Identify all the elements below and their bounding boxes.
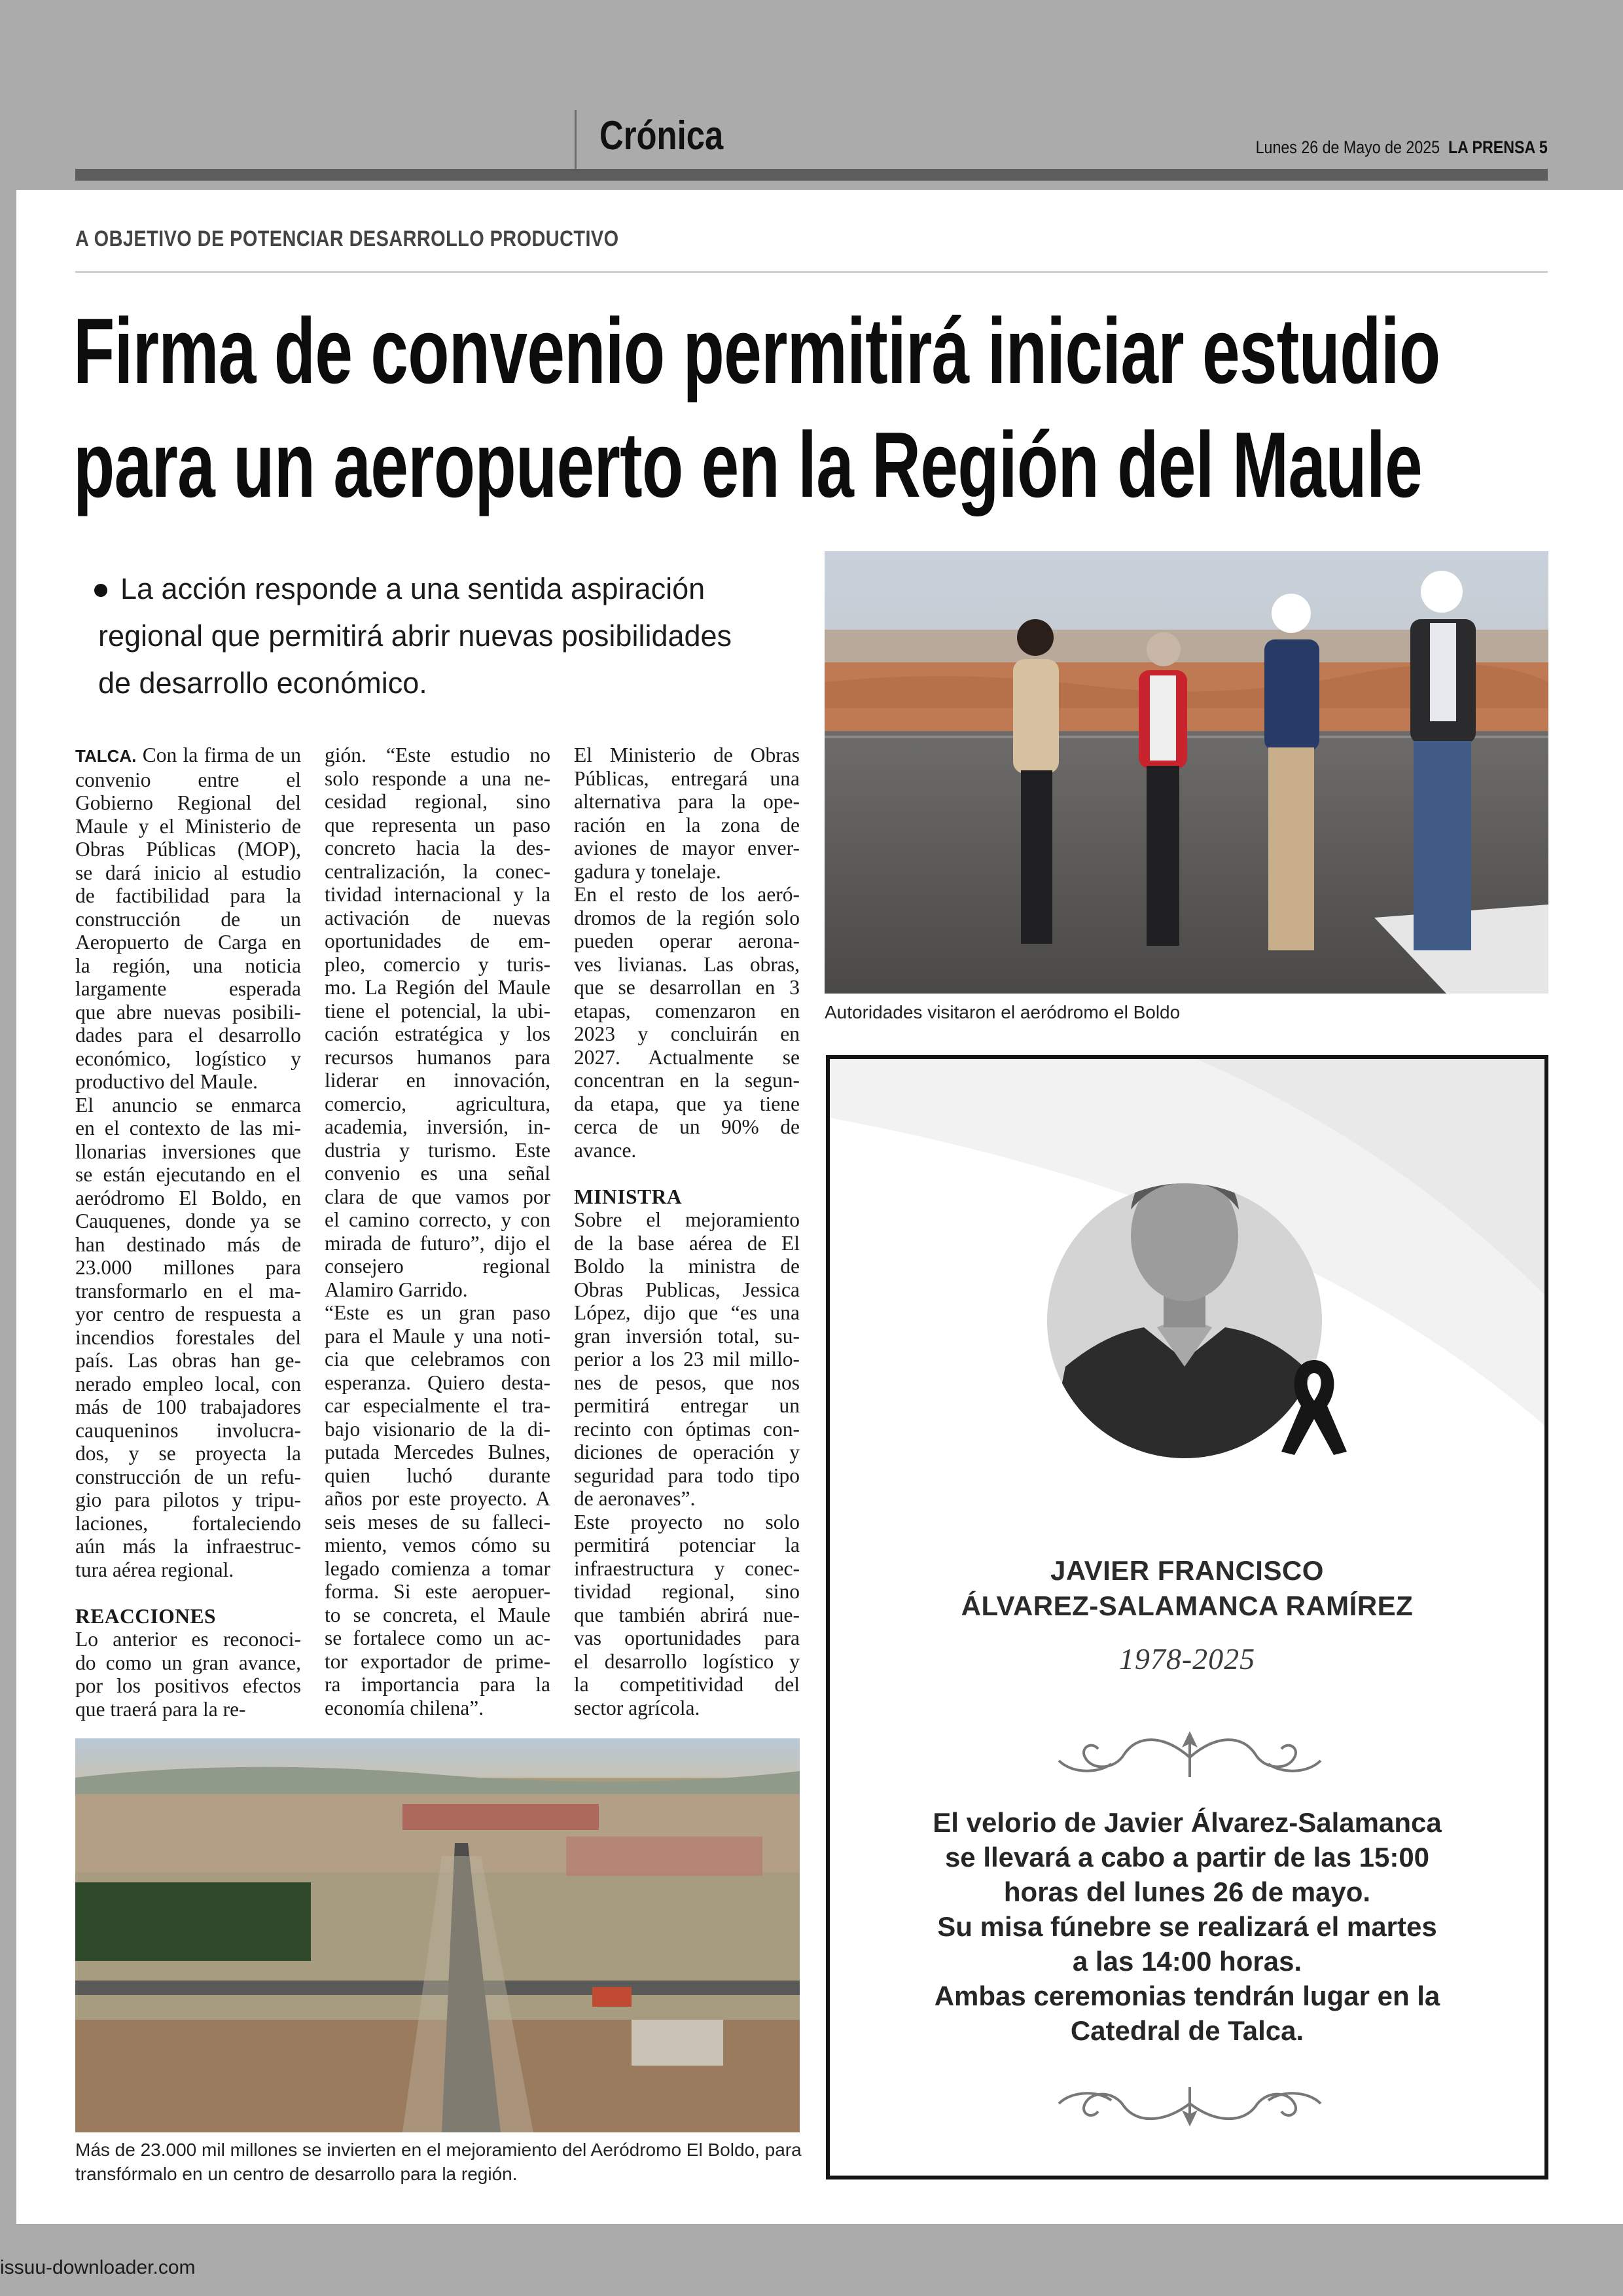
body-line: dos, y se proyecta la: [75, 1442, 301, 1465]
body-line: aeródromo El Boldo, en: [75, 1186, 301, 1210]
body-line: vas oportunidades para: [574, 1626, 800, 1649]
body-line: concreto hacia la des-: [325, 836, 550, 859]
body-line: seguridad para todo tipo: [574, 1463, 800, 1487]
body-line: más de 100 trabajadores: [75, 1395, 301, 1418]
body-line: recursos humanos para: [325, 1045, 550, 1069]
body-line: REACCIONES: [75, 1604, 217, 1628]
photo-caption: Más de 23.000 mil millones se invierten en el mejoramiento del Aeródromo El Boldo, para transfórmalo en un centro de desarrollo para la región.: [75, 2140, 802, 2184]
body-line: cauqueninos involucra-: [75, 1418, 301, 1442]
folio: [1256, 137, 1548, 158]
body-line: Maule y el Ministerio de: [75, 814, 301, 838]
deceased-name: JAVIER FRANCISCO: [1050, 1555, 1324, 1586]
body-line: nerado empleo local, con: [75, 1372, 301, 1395]
body-line: El Ministerio de Obras: [574, 744, 800, 766]
body-line: oportunidades de em-: [325, 929, 550, 952]
body-line: por los positivos efectos: [75, 1674, 301, 1697]
body-line: para el Maule y una noti-: [325, 1324, 550, 1348]
deck-line: regional que permitirá abrir nuevas posibilidades: [98, 619, 732, 653]
notice-line: Ambas ceremonias tendrán lugar en la: [934, 1981, 1440, 2011]
publication-page: LA PRENSA 5: [1448, 137, 1548, 157]
body-line: sector agrícola.: [574, 1696, 700, 1719]
body-line: do como un gran avance,: [75, 1651, 301, 1674]
article-column-1: [75, 744, 301, 1721]
body-line: legado comienza a tomar: [325, 1556, 550, 1580]
body-line-text: Con la firma de un: [142, 744, 301, 766]
body-line: consejero regional: [325, 1255, 550, 1278]
body-line: [75, 744, 301, 768]
body-line: Este proyecto no solo: [574, 1510, 800, 1534]
issue-date: Lunes 26 de Mayo de 2025: [1255, 137, 1440, 157]
notice-line: se llevará a cabo a partir de las 15:00: [944, 1842, 1430, 1873]
body-line: comercio, agricultura,: [325, 1092, 550, 1115]
body-line: dustria y turismo. Este: [325, 1138, 550, 1162]
body-line: país. Las obras han ge-: [75, 1349, 301, 1372]
article-column-2: [325, 744, 550, 1719]
body-line: mo. La Región del Maule: [325, 976, 550, 999]
body-line: avance.: [574, 1138, 637, 1162]
body-line: que también abrirá nue-: [574, 1603, 800, 1626]
body-line: la competitividad del: [574, 1673, 800, 1696]
headline-line: para un aeropuerto en la Región del Maule: [73, 413, 1422, 517]
body-line: seis meses de su falleci-: [325, 1510, 550, 1534]
body-line: de factibilidad para la: [75, 884, 301, 907]
body-line: productivo del Maule.: [75, 1070, 259, 1093]
body-line: perior a los 23 mil millo-: [574, 1348, 800, 1371]
body-line: cia que celebramos con: [325, 1348, 550, 1371]
body-line: en el contexto de las mi-: [75, 1117, 301, 1139]
life-years: 1978-2025: [1118, 1642, 1256, 1676]
body-line: que traerá para la re-: [75, 1697, 246, 1721]
body-line: El anuncio se enmarca: [75, 1093, 301, 1117]
body-line: Alamiro Garrido.: [325, 1278, 468, 1301]
body-line: que representa un paso: [325, 813, 550, 836]
body-line: tor exportador de prime-: [325, 1649, 550, 1673]
body-line: el desarrollo logístico y: [574, 1649, 800, 1673]
deck-line: La acción responde a una sentida aspiración: [120, 572, 705, 605]
body-line: se dará inicio al estudio: [75, 861, 301, 884]
body-line: se están ejecutando en el: [75, 1163, 301, 1186]
body-line: que abre nuevas posibili-: [75, 1000, 301, 1024]
body-line: Cauquenes, donde ya se: [75, 1210, 301, 1232]
photo-aerial-aerodrome: [75, 1738, 800, 2132]
dateline: TALCA.: [75, 746, 137, 766]
body-line: 23.000 millones para: [75, 1256, 301, 1279]
body-line: gión. “Este estudio no: [325, 744, 550, 766]
body-line: miento, vemos cómo su: [325, 1534, 550, 1556]
kicker: A OBJETIVO DE POTENCIAR DESARROLLO PRODUCTIVO: [75, 226, 619, 251]
body-line: alternativa para la ope-: [574, 790, 800, 813]
body-line: Públicas, entregará una: [574, 766, 800, 790]
section-name: Crónica: [599, 113, 724, 158]
body-line: Aeropuerto de Carga en: [75, 931, 301, 954]
photo-caption: Autoridades visitaron el aeródromo el Boldo: [825, 1002, 1181, 1022]
body-line: se fortalece como un ac-: [325, 1626, 550, 1649]
body-line: Boldo la ministra de: [574, 1255, 800, 1278]
body-line: cerca de un 90% de: [574, 1115, 800, 1138]
body-line: putada Mercedes Bulnes,: [325, 1441, 550, 1463]
body-line: cesidad regional, sino: [325, 790, 550, 813]
body-line: esperanza. Quiero desta-: [325, 1371, 550, 1394]
bullet-icon: [94, 584, 107, 597]
obituary-box: [826, 1055, 1548, 2179]
body-line: solo responde a una ne-: [325, 766, 550, 790]
body-line: activación de nuevas: [325, 906, 550, 929]
flourish-ornament-icon: [1046, 1728, 1334, 1787]
body-line: dades para el desarrollo: [75, 1024, 301, 1047]
body-line: López, dijo que “es una: [574, 1301, 800, 1324]
body-line: ves livianas. Las obras,: [574, 952, 800, 976]
body-line: mirada de futuro”, dijo el: [325, 1231, 550, 1255]
deck-line: de desarrollo económico.: [98, 666, 427, 700]
body-line: laciones, fortaleciendo: [75, 1511, 301, 1535]
body-line: Obras Públicas (MOP),: [75, 838, 301, 861]
body-line: infraestructura y conec-: [574, 1556, 800, 1580]
body-line: de la base aérea de El: [574, 1231, 800, 1255]
notice-line: horas del lunes 26 de mayo.: [1003, 1876, 1371, 1907]
body-line: car especialmente el tra-: [325, 1394, 550, 1417]
funeral-notice: [830, 1805, 1544, 2048]
body-line: da etapa, que ya tiene: [574, 1092, 800, 1115]
body-line: convenio es una señal: [325, 1162, 550, 1185]
body-line: nes de pesos, que nos: [574, 1371, 800, 1394]
header-rule: [75, 169, 1548, 181]
body-line: economía chilena”.: [325, 1696, 484, 1719]
body-line: dromos de la región solo: [574, 906, 800, 929]
body-line: años por este proyecto. A: [325, 1487, 550, 1510]
watermark: issuu-downloader.com: [0, 2257, 196, 2278]
body-line: tura aérea regional.: [75, 1558, 234, 1581]
body-line: Lo anterior es reconoci-: [75, 1628, 301, 1651]
body-line: construcción de un refu-: [75, 1465, 301, 1488]
body-line: diciones de operación y: [574, 1441, 800, 1463]
body-line: concentran en la segun-: [574, 1069, 800, 1092]
notice-line: Catedral de Talca.: [1070, 2015, 1304, 2046]
body-line: quien luchó durante: [325, 1463, 550, 1487]
paragraph-gap: [574, 1162, 800, 1185]
body-line: incendios forestales del: [75, 1325, 301, 1349]
body-line: económico, logístico y: [75, 1047, 301, 1070]
body-line: cación estratégica y los: [325, 1022, 550, 1045]
body-line: En el resto de los aeró-: [574, 883, 800, 906]
body-line: permitirá potenciar la: [574, 1534, 800, 1556]
body-line: “Este es un gran paso: [325, 1301, 550, 1324]
body-line: academia, inversión, in-: [325, 1115, 550, 1138]
body-line: pueden operar aerona-: [574, 929, 800, 952]
body-line: centralización, la conec-: [325, 859, 550, 883]
body-line: de aeronaves”.: [574, 1487, 696, 1510]
photo-authorities-runway: [825, 551, 1548, 994]
body-line: construcción de un: [75, 907, 301, 931]
notice-line: a las 14:00 horas.: [1072, 1946, 1302, 1977]
headline-line: Firma de convenio permitirá iniciar estudio: [73, 299, 1440, 403]
body-line: tiene el potencial, la ubi-: [325, 999, 550, 1022]
kicker-rule: [75, 271, 1548, 273]
flourish-ornament-icon: [1046, 2077, 1334, 2130]
body-line: 2023 y concluirán en: [574, 1022, 800, 1045]
deceased-name: ÁLVAREZ-SALAMANCA RAMÍREZ: [961, 1590, 1414, 1621]
body-line: convenio entre el: [75, 768, 301, 791]
deck: [98, 565, 732, 707]
body-line: recinto con óptimas con-: [574, 1417, 800, 1441]
body-line: el camino correcto, y con: [325, 1208, 550, 1231]
body-line: que se desarrollan en 3: [574, 976, 800, 999]
body-line: to se concreta, el Maule: [325, 1603, 550, 1626]
body-line: clara de que vamos por: [325, 1185, 550, 1208]
body-line: tividad regional, sino: [574, 1580, 800, 1603]
body-line: yor centro de respuesta a: [75, 1302, 301, 1325]
paragraph-gap: [75, 1581, 301, 1605]
body-line: permitirá entregar un: [574, 1394, 800, 1417]
body-line: Sobre el mejoramiento: [574, 1208, 800, 1231]
body-line: Obras Publicas, Jessica: [574, 1278, 800, 1301]
body-line: ración en la zona de: [574, 813, 800, 836]
notice-line: El velorio de Javier Álvarez-Salamanca: [933, 1807, 1442, 1838]
body-line: gio para pilotos y tripu-: [75, 1488, 301, 1511]
body-line: MINISTRA: [574, 1185, 683, 1208]
body-line: pleo, comercio y turis-: [325, 952, 550, 976]
body-line: han destinado más de: [75, 1232, 301, 1256]
body-line: etapas, comenzaron en: [574, 999, 800, 1022]
body-line: aviones de mayor enver-: [574, 836, 800, 859]
body-line: forma. Si este aeropuer-: [325, 1580, 550, 1603]
body-line: liderar en innovación,: [325, 1069, 550, 1092]
body-line: llonarias inversiones que: [75, 1139, 301, 1163]
section-divider: [575, 110, 577, 170]
notice-line: Su misa fúnebre se realizará el martes: [937, 1911, 1437, 1942]
body-line: Gobierno Regional del: [75, 791, 301, 814]
body-line: gran inversión total, su-: [574, 1324, 800, 1348]
body-line: bajo visionario de la di-: [325, 1417, 550, 1441]
article-column-3: [574, 744, 800, 1719]
body-line: aún más la infraestruc-: [75, 1535, 301, 1558]
body-line: la región, una noticia: [75, 954, 301, 977]
body-line: ra importancia para la: [325, 1673, 550, 1696]
body-line: tividad internacional y la: [325, 883, 550, 906]
body-line: 2027. Actualmente se: [574, 1045, 800, 1069]
body-line: gadura y tonelaje.: [574, 859, 721, 883]
body-line: transformarlo en el ma-: [75, 1279, 301, 1302]
body-line: largamente esperada: [75, 977, 301, 1000]
